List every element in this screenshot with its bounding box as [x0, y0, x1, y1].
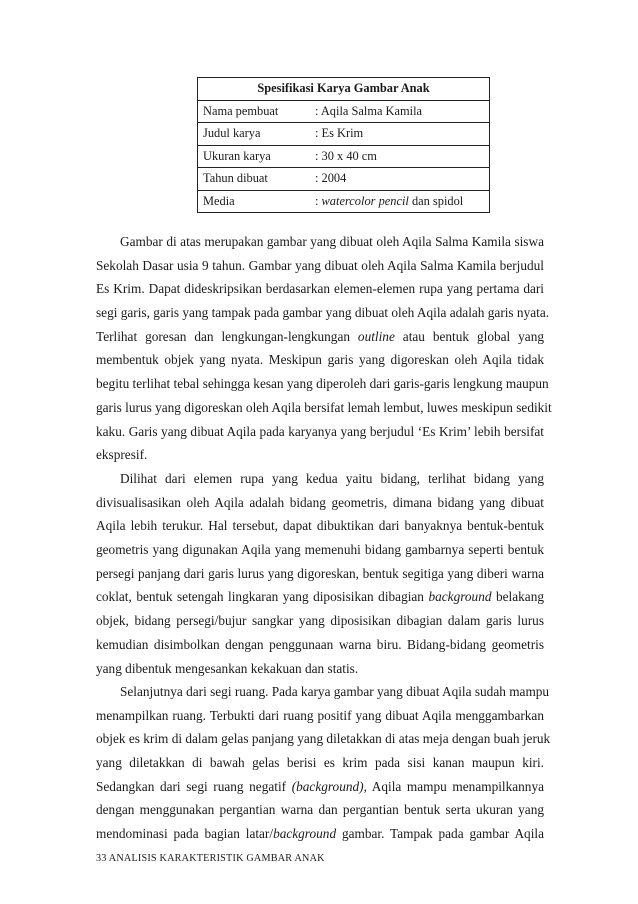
text-line: dengan menggunakan pergantian warna dan pergantian bentuk serta ukuran yang: [96, 802, 544, 818]
paragraph-bidang: [96, 467, 544, 680]
paragraph-ruang: [96, 680, 551, 846]
text-line: Aqila lebih terukur. Hal tersebut, dapat dibuktikan dari banyaknya bentuk-bentuk: [96, 518, 544, 534]
row-label: Nama pembuat: [203, 103, 279, 118]
table-title: Spesifikasi Karya Gambar Anak: [198, 78, 490, 101]
row-value-suffix: dan spidol: [408, 193, 464, 208]
text-line: Dilihat dari elemen rupa yang kedua yaitu bidang, terlihat bidang yang: [120, 471, 544, 486]
row-value-italic: watercolor pencil: [321, 193, 409, 208]
row-value: : Aqila Salma Kamila: [315, 103, 423, 118]
text-line: geometris yang digunakan Aqila yang memenuhi bidang gambarnya seperti bentuk: [96, 542, 544, 558]
italic-term: outline: [357, 328, 395, 344]
text-line: [96, 822, 544, 846]
text-line: ekspresif.: [96, 447, 148, 463]
italic-term: background: [273, 826, 337, 842]
row-label: Ukuran karya: [203, 148, 271, 163]
row-value: : 30 x 40 cm: [315, 148, 377, 163]
text-line: [96, 585, 544, 609]
text-line: kemudian disimbolkan dengan penggunaan warna biru. Bidang-bidang geometris: [96, 636, 544, 652]
table-row: [198, 145, 490, 168]
text-line: membentuk objek yang nyata. Meskipun garis yang digoreskan oleh Aqila tidak: [96, 352, 544, 368]
text-line: objek, bidang persegi/bujur sangkar yang diposisikan dibagian dalam garis lurus: [96, 613, 544, 629]
text-segment: atau bentuk global yang: [394, 328, 544, 344]
text-line: yang dibentuk mengesankan kekakuan dan statis.: [96, 660, 359, 676]
text-segment: , Aqila mampu menampilkannya: [363, 778, 544, 794]
row-label: Tahun dibuat: [203, 171, 268, 186]
text-line: Es Krim. Dapat dideskripsikan berdasarkan elemen-elemen rupa yang pertama dari: [96, 281, 544, 297]
text-line: garis lurus yang digoreskan oleh Aqila bersifat lemah lembut, luwes meskipun sedikit: [96, 399, 552, 415]
text-line: Selanjutnya dari segi ruang. Pada karya gambar yang dibuat Aqila sudah mampu: [120, 684, 550, 699]
italic-term: background: [428, 589, 492, 605]
row-value-prefix: :: [315, 193, 322, 208]
text-line: yang diletakkan di bawah gelas berisi es krim pada sisi kanan maupun kiri.: [96, 755, 544, 771]
table-row: [198, 100, 490, 123]
text-segment: Sedangkan dari segi ruang negatif: [96, 778, 292, 794]
text-line: Sekolah Dasar usia 9 tahun. Gambar yang dibuat oleh Aqila Salma Kamila berjudul: [96, 257, 544, 273]
text-line: begitu terlihat tebal sehingga kesan yang diperoleh dari garis-garis lengkung maupun: [96, 376, 549, 392]
text-segment: Terlihat goresan dan lengkungan-lengkungan: [96, 328, 358, 344]
text-line: objek es krim di dalam gelas panjang yang diletakkan di atas meja dengan buah jeruk: [96, 731, 551, 747]
text-line: [96, 775, 544, 799]
text-line: kaku. Garis yang dibuat Aqila pada karyanya yang berjudul ‘Es Krim’ lebih bersifat: [96, 423, 544, 439]
text-line: divisualisasikan oleh Aqila adalah bidang geometris, dimana bidang yang dibuat: [96, 494, 544, 510]
table-row: [198, 123, 490, 146]
text-segment: belakang: [491, 589, 544, 605]
text-line: persegi panjang dari garis lurus yang digoreskan, bentuk segitiga yang diberi warna: [96, 565, 544, 581]
text-segment: gambar. Tampak pada gambar Aqila: [336, 826, 544, 842]
page-footer: 33 ANALISIS KARAKTERISTIK GAMBAR ANAK: [96, 853, 325, 864]
text-line: [96, 325, 544, 349]
row-label: Media: [203, 193, 235, 208]
italic-term: (background): [291, 778, 364, 794]
table-header-row: [198, 78, 490, 101]
table-row: [198, 190, 490, 213]
specification-table: [197, 77, 490, 213]
row-label: Judul karya: [203, 126, 261, 141]
table-row: [198, 168, 490, 191]
row-value: : Es Krim: [315, 126, 364, 141]
paragraph-lines: [96, 230, 552, 467]
row-value: : 2004: [315, 171, 347, 186]
text-segment: coklat, bentuk setengah lingkaran yang diposisikan dibagian: [96, 589, 429, 605]
text-line: Gambar di atas merupakan gambar yang dibuat oleh Aqila Salma Kamila siswa: [120, 234, 544, 249]
text-segment: mendominasi pada bagian latar/: [96, 826, 274, 842]
text-line: segi garis, garis yang tampak pada gambar yang dibuat oleh Aqila adalah garis nyata.: [96, 305, 550, 321]
text-line: menampilkan ruang. Terbukti dari ruang positif yang dibuat Aqila menggambarkan: [96, 707, 544, 723]
